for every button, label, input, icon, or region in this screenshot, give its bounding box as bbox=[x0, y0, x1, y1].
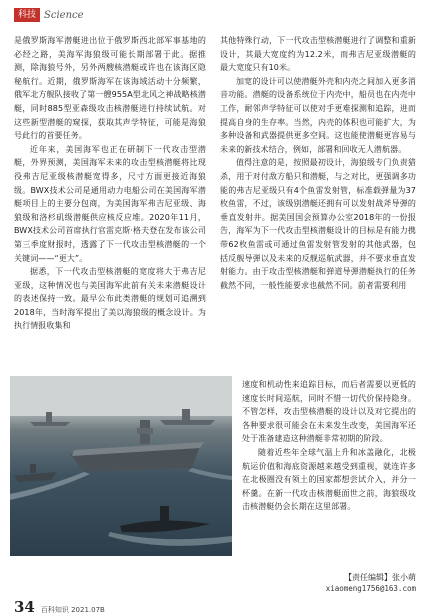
paragraph: 是俄罗斯海军潜艇进出位于俄罗斯西北部军事基地的必经之路，美海军海狼级可能长期部署于此。据推测，除海狼号外，另外两艘核潜艇或许也在该海区隐秘航行。近期，俄罗斯海军在该海域活动十分频繁，俄军北方舰队接收了第一艘955A型北风之神战略核潜艇，同时885型亚森级攻击核潜艇进行持续试航。对这些新型潜艇的窥探，获取其声学特征，可能是海狼号此行的首要任务。 bbox=[14, 36, 206, 141]
category-english: Science bbox=[44, 9, 84, 21]
journal-issue: 百科知识 2021.07B bbox=[40, 606, 105, 614]
paragraph: 据悉，下一代攻击型核潜艇的宽度将大于弗吉尼亚级，这种情况也与美国海军此前有关未来潜艇设计的表述保持一致。最早公布此类潜艇的规划可追溯到2018年，当时海军提出了美以海狼级的概念设计。为执行情报收集和 bbox=[14, 267, 206, 331]
editor-label: 【责任编辑】张小萌 bbox=[344, 573, 416, 582]
paragraph: 其他特殊行动，下一代攻击型核潜艇进行了调整和重新设计，其最大宽度约为12.2米，而弗吉尼亚级潜艇的最大宽度只有10米。 bbox=[220, 36, 416, 73]
editor-credit bbox=[270, 572, 416, 594]
paragraph: 随着近些年全球气温上升和冰盖融化，北极航运价值和海底资源越来越受到重视，就连许多在北极圈没有领土的国家都想尝试介入，并分一杯羹。在新一代攻击核潜艇面世之前，海狼级攻击核潜艇仍会长期在这里部署。 bbox=[242, 447, 416, 512]
fleet-illustration bbox=[10, 376, 232, 556]
right-column-top bbox=[220, 34, 416, 292]
paragraph: 近年来，美国海军也正在研制下一代攻击型潜艇，外界预测，美国海军未来的攻击型核潜艇将比现役弗吉尼亚级核潜艇宽得多，尺寸方面更接近海狼级。BWX技术公司是通用动力电船公司在美国海军潜艇项目上的主要分包商，为美国海军弗吉尼亚级、海狼级和洛杉矶级潜艇供应核反应堆。2020年11月，BWX技术公司首席执行官雷克斯·格夫登在发布该公司第三季度财报时，透露了下一代攻击型核潜艇的一个关键词——“更大”。 bbox=[14, 144, 206, 263]
left-column bbox=[14, 34, 206, 333]
category-badge: 科技 bbox=[14, 8, 40, 22]
right-column-bottom bbox=[242, 378, 416, 514]
editor-email: xiaomeng1756@163.com bbox=[325, 584, 416, 593]
page-number: 34 bbox=[14, 598, 35, 616]
paragraph: 加宽的设计可以使潜艇外壳和内壳之间加入更多消音功能。潜艇的设备系统位于内壳中，船员也在内壳中工作，耐邻声学特征可以使对手更难探测和追踪，进而提高自身的生存率。当然，内壳的体积也可能扩大，为多种设备和武器提供更多空间。这也能使潜艇更容易与未来的新技术结合，例如，部署和回收无人潜航器。 bbox=[220, 76, 416, 154]
page-footer bbox=[14, 598, 105, 616]
paragraph: 速度和机动性来追踪目标，而后者需要以更低的速度长时间巡航，同时不惜一切代价保持隐身。不管怎样，攻击型核潜艇的设计以及对它提出的各种要求很可能会在未来发生改变，美国海军还处于准备建造这种潜艇非常初期的阶段。 bbox=[242, 380, 416, 444]
section-header bbox=[14, 8, 84, 22]
paragraph: 值得注意的是，按照最初设计，海狼级专门负责猎杀，用于对付敌方船只和潜艇，与之对比，更强调多功能的弗吉尼亚级只有4个鱼雷发射管，标准载弹量为37枚鱼雷，不过，该级别潜艇还拥有可以发射战斧导弹的垂直发射井。据美国国会预算办公室2018年的一份报告，海军为下一代攻击型核潜艇设计的目标是有能力携带62枚鱼雷或可通过鱼雷发射管发射的其他武器，包括反舰导弹以及未来的反舰巡航武器，并不要求垂直发射能力。由于攻击型核潜艇和弹道导弹潜艇执行的任务截然不同，一般性能要求也截然不同。前者需要利用 bbox=[220, 158, 416, 290]
naval-fleet-photo bbox=[10, 376, 232, 556]
